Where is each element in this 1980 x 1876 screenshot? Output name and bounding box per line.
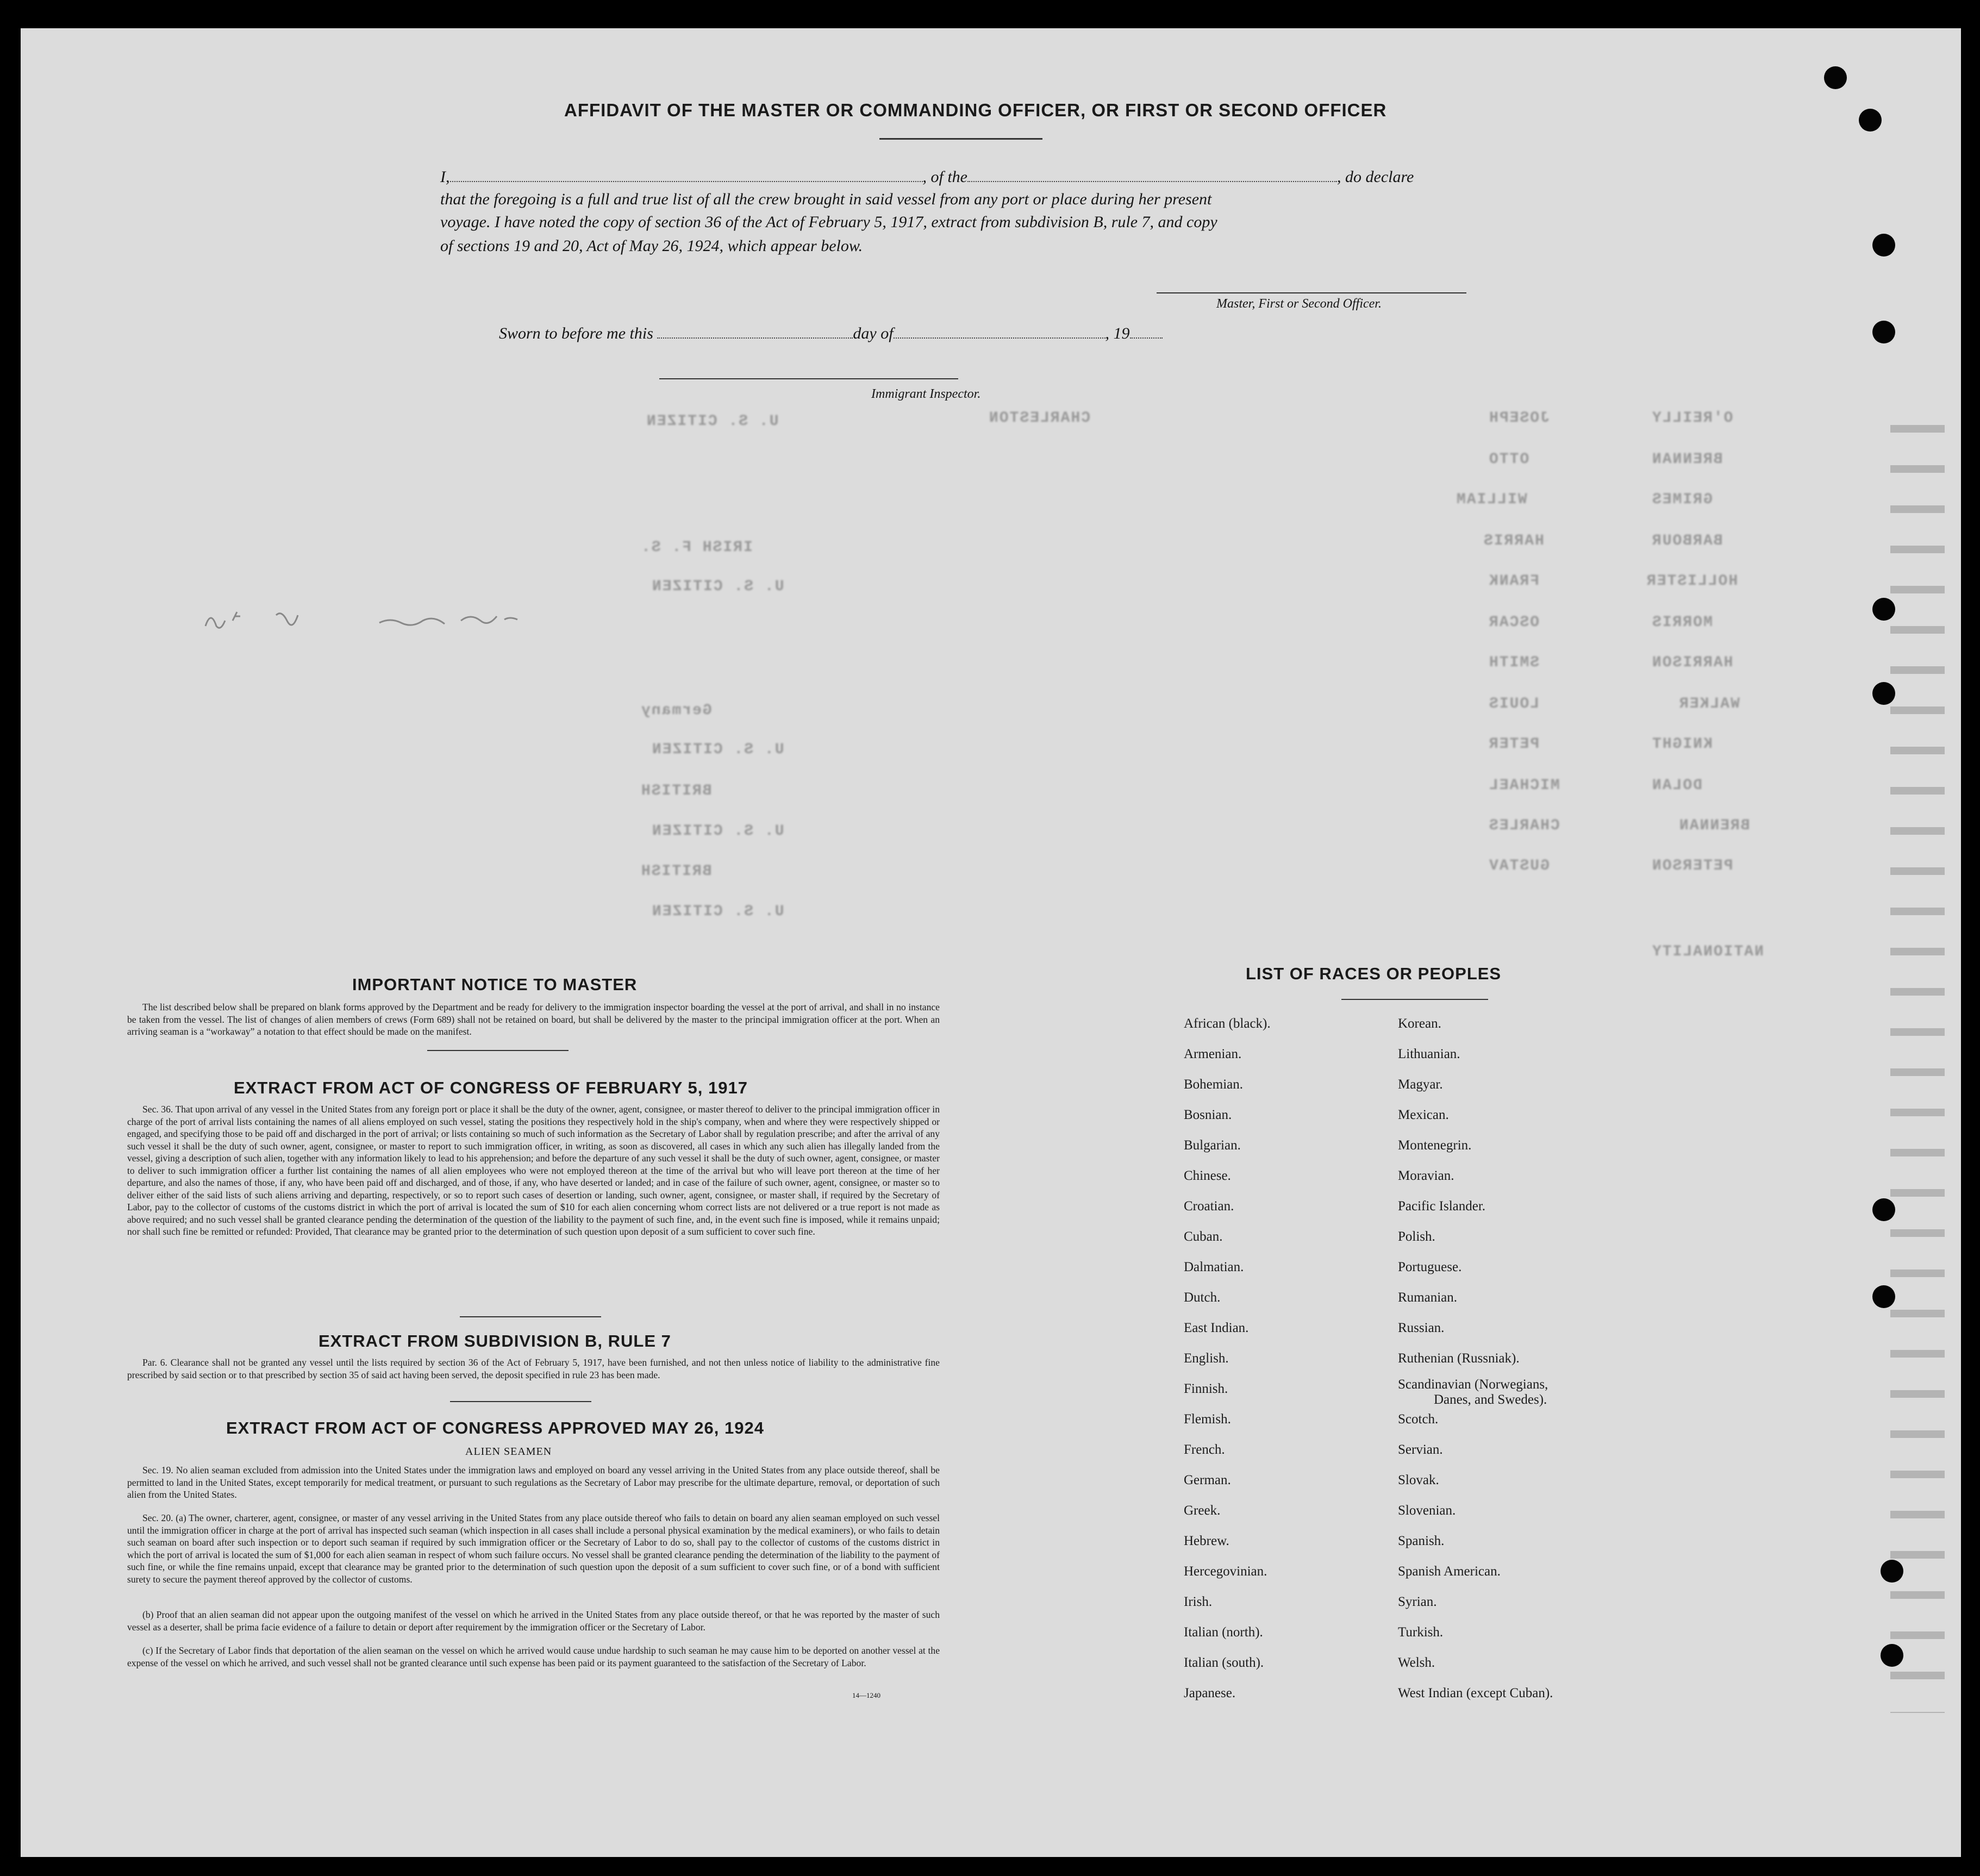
race-right: Rumanian. [1398,1290,1458,1305]
sec20a-text: Sec. 20. (a) The owner, charterer, agent, consignee, or master of any vessel arriving in the United States from any place outside thereof who fails to detain on board any alien seaman employed on such vessel until the immigration officer in charge at the port of arrival has inspected such seaman (which inspection in all cases shall include a personal physical examination by the medical examiners), or who fails to detain such seaman on board after such inspection or to deport such seaman if required by such immigration officer or the Secretary of Labor to do so, shall pay to the collector of customs of the customs district in which the port of arrival is located the sum of $1,000 for each alien seaman in respect of whom such failure occurs. No vessel shall be granted clearance pending the determination of the liability to the payment of such fine, or while the fine remains unpaid, except that clearance may be granted prior to the determination of such question upon the deposit of a sum sufficient to cover such fine, or of a bond with sufficient surety to secure the payment thereof approved by the collector of customs. [127,1512,940,1585]
sworn-day-of: day of [853,324,894,342]
sec20b-text: (b) Proof that an alien seaman did not appear upon the outgoing manifest of the vessel on which he arrived in the United States from any place outside thereof, or that he was reported by the master of such vessel as a deserter, shall be prima facie evidence of a failure to detain or deport after requirement by the immigration officer or the Secretary of Labor. [127,1609,940,1633]
race-right: Turkish. [1398,1625,1444,1640]
race-right: Scotch. [1398,1412,1439,1427]
race-left: Bulgarian. [1184,1138,1241,1153]
bleed-r12b: PETERSON [1651,858,1733,874]
bleed-r10b: DOLAN [1651,777,1703,794]
inspector-signature-line [659,378,958,379]
bleed-left-6: BRITISH [640,783,712,799]
binder-hole [1881,1644,1903,1667]
form-page [21,28,1961,1857]
race-right: Syrian. [1398,1594,1437,1609]
race-right: Servian. [1398,1442,1443,1457]
race-left: Cuban. [1184,1229,1223,1244]
race-left: Bohemian. [1184,1077,1244,1092]
race-right: Spanish. [1398,1534,1445,1548]
extract-1917-text: Sec. 36. That upon arrival of any vessel in the United States from any foreign port or place it shall be the duty of the owner, agent, consignee, or master thereof to deliver to the principal immigration officer in charge of the port of arrival lists containing the names of all aliens employed on such vessel, stating the positions they respectively hold in the ship's company, when and where they were respectively shipped or engaged, and specifying those to be paid off and discharged in the port of arrival; or lists containing so much of such information as the Secretary of Labor shall by regulation prescribe; and after the arrival of any such vessel it shall be the duty of such owner, agent, consignee, or master to report to such immigration officer, in writing, as soon as discovered, all cases in which any such alien has illegally landed from the vessel, giving a description of such alien, together with any information likely to lead to his apprehension; and before the departure of any such vessel it shall be the duty of such owner, agent, consignee, or master to deliver to such immigration officer a further list containing the names of all alien employees who were not employed thereon at the time of the arrival but who will leave port thereon at the time of her departure, and also the names of those, if any, who have been paid off and discharged, and of those, if any, who have deserted or landed; and in case of the failure of such owner, agent, consignee, or master so to deliver either of the said lists of such aliens arriving and departing, respectively, or so to report such cases of desertion or landing, such owner, agent, consignee, or master shall, if required by the Secretary of Labor, pay to the collector of customs of the customs district in which the port of arrival is located the sum of $10 for each alien concerning whom correct lists are not delivered or a true report is not made as above required; and no such vessel shall be granted clearance pending the determination of the question of the liability to the payment of such fine, and, in the event such fine is imposed, while it remains unpaid; nor shall such fine be remitted or refunded: Provided, That clearance may be granted prior to the determination of such question upon deposit of a sum sufficient to cover such fine. [127,1104,940,1237]
binder-hole [1881,1560,1903,1583]
bleed-left-4: Germany [640,702,712,719]
bleed-left-9: U. S. CITIZEN [651,903,784,920]
form-number: 14—1240 [852,1691,880,1699]
binder-hole [1872,598,1895,621]
race-left: Japanese. [1184,1686,1236,1700]
rule7-rule [450,1401,591,1402]
bleed-r1b: O'REILLY [1651,410,1733,427]
affidavit-title: AFFIDAVIT OF THE MASTER OR COMMANDING OFFICER, OR FIRST OR SECOND OFFICER [564,100,1387,120]
race-left: East Indian. [1184,1321,1249,1335]
binder-hole [1859,109,1882,132]
bleed-r7b: HARRISON [1651,654,1733,671]
race-left: Greek. [1184,1503,1221,1518]
bleed-r2b: BRENNAN [1651,451,1723,468]
bleed-side-stamp: NATIONALITY [1651,943,1764,960]
race-right: Magyar. [1398,1077,1443,1092]
binder-hole [1872,682,1895,705]
race-left: Armenian. [1184,1047,1242,1061]
race-left: Hercegovinian. [1184,1564,1267,1579]
rule7-text: Par. 6. Clearance shall not be granted any vessel until the lists required by section 36 of the Act of February 5, 1917, have been furnished, and not then unless notice of liability to the administrative fine prescribed by said section or to that prescribed by section 35 of said act having been served, the deposit specified in rule 23 has been made. [127,1357,940,1380]
affidavit-line3: voyage. I have noted the copy of section 36 of the Act of February 5, 1917, extract from subdivision B, rule 7, and copy [440,213,1217,231]
bleed-left-7: U. S. CITIZEN [651,823,784,840]
sworn-label: Sworn to before me this [499,324,653,342]
affidavit-declare: , do declare [1337,168,1414,186]
binder-hole [1872,234,1895,257]
title-underline [879,138,1042,140]
bleed-left-8: BRITISH [640,863,712,880]
race-right: Scandinavian (Norwegians, [1398,1377,1548,1392]
race-left: German. [1184,1473,1231,1487]
race-right-cont: Danes, and Swedes). [1434,1392,1547,1407]
affidavit-of-the: , of the [922,168,967,186]
race-left: Dutch. [1184,1290,1221,1305]
bleed-r12a: GUSTAV [1488,858,1550,874]
bleed-r9a: PETER [1488,736,1540,753]
bleed-r10a: MICHAEL [1488,777,1560,794]
race-left: Hebrew. [1184,1534,1229,1548]
race-right: Welsh. [1398,1655,1435,1670]
sworn-line [499,324,1163,343]
race-right: Lithuanian. [1398,1047,1460,1061]
race-right: Slovak. [1398,1473,1439,1487]
bleed-r6a: OSCAR [1488,614,1540,631]
binder-hole [1824,66,1847,89]
race-left: Chinese. [1184,1168,1231,1183]
inspector-caption: Immigrant Inspector. [871,387,981,401]
race-right: Moravian. [1398,1168,1454,1183]
notice-rule [427,1050,569,1051]
race-right: Slovenian. [1398,1503,1456,1518]
binder-hole [1872,1285,1895,1308]
race-right: West Indian (except Cuban). [1398,1686,1553,1700]
race-left: Finnish. [1184,1381,1228,1396]
race-right: Ruthenian (Russniak). [1398,1351,1520,1366]
sworn-year-blank [1130,337,1163,339]
race-right: Pacific Islander. [1398,1199,1486,1214]
race-right: Russian. [1398,1321,1445,1335]
affidavit-line2: that the foregoing is a full and true list of all the crew brought in said vessel from any port or place during her present [440,190,1212,208]
bleed-r3b: GRIMES [1651,491,1713,508]
binder-hole [1872,321,1895,343]
race-right: Portuguese. [1398,1260,1462,1274]
bleed-r2a: OTTO [1488,451,1529,468]
bleed-r5b: HOLLISTER [1646,573,1738,590]
race-left: English. [1184,1351,1229,1366]
sworn-month-blank [894,337,1105,339]
race-left: Croatian. [1184,1199,1234,1214]
race-right: Montenegrin. [1398,1138,1472,1153]
affidavit-line4: of sections 19 and 20, Act of May 26, 1924, which appear below. [440,237,863,255]
race-left: Italian (south). [1184,1655,1264,1670]
binder-hole [1872,1198,1895,1221]
sworn-day-blank [657,337,853,339]
race-right: Spanish American. [1398,1564,1501,1579]
bleed-left-5: U. S. CITIZEN [651,741,784,758]
race-left: African (black). [1184,1016,1271,1031]
bleed-r4b: BARBOUR [1651,533,1723,549]
bleed-left-3: U. S. CITIZEN [651,578,784,595]
bleed-r1a: JOSEPH [1488,410,1550,427]
master-signature-line [1157,292,1466,293]
race-right: Korean. [1398,1016,1441,1031]
sec20c-text: (c) If the Secretary of Labor finds that deportation of the alien seaman on the vessel on which he arrived would cause undue hardship to such seaman he may cause him to be deported on another vessel at the expense of the vessel on which he arrived, and such vessel shall not be granted clearance until such expense has been paid or its payment guaranteed to the satisfaction of the Secretary of Labor. [127,1645,940,1668]
race-left: Italian (north). [1184,1625,1263,1640]
rule7-title: EXTRACT FROM SUBDIVISION B, RULE 7 [318,1331,671,1350]
important-notice-title: IMPORTANT NOTICE TO MASTER [352,975,638,994]
race-left: Irish. [1184,1594,1213,1609]
bleed-r8b: WALKER [1678,696,1740,712]
bleed-r8a: LOUIS [1488,696,1540,712]
bleed-r4a: HARRIS [1483,533,1544,549]
bleed-r5a: FRANK [1488,573,1540,590]
sec19-text: Sec. 19. No alien seaman excluded from admission into the United States under the immigration laws and employed on board any vessel arriving in the United States from any place outside thereof, shall be permitted to land in the United States, except temporarily for medical treatment, or pursuant to such regulations as the Secretary of Labor may prescribe for the ultimate departure, removal, or deportation of such alien from the United States. [127,1465,940,1500]
important-notice-text: The list described below shall be prepared on blank forms approved by the Department and be ready for delivery to the immigration inspector boarding the vessel at the port of arrival, and shall in no instance be taken from the vessel. The list of changes of alien members of crews (Form 689) shall not be retained on board, but shall be delivered by the master to the principal immigration officer at the port. When an arriving seaman is a “workaway” a notation to that effect should be made on the manifest. [127,1002,940,1037]
master-caption: Master, First or Second Officer. [1216,297,1382,311]
bleed-left-2: IRISH F. S. [640,539,753,556]
handwritten-scribble [200,604,608,637]
bleed-mid-1: CHARLESTON [988,410,1091,427]
bleed-r11a: CHARLES [1488,817,1560,834]
vessel-blank [967,181,1337,182]
affidavit-line1 [440,168,1538,186]
bleed-r7a: SMITH [1488,654,1540,671]
race-left: Flemish. [1184,1412,1231,1427]
affidavit-i: I, [440,168,450,186]
bleed-r6b: MORRIS [1651,614,1713,631]
race-left: French. [1184,1442,1225,1457]
race-left: Bosnian. [1184,1108,1232,1122]
bleed-r9b: KNIGHT [1651,736,1713,753]
races-rule [1341,999,1488,1000]
extract-1917-title: EXTRACT FROM ACT OF CONGRESS OF FEBRUARY 5, 1917 [234,1078,748,1097]
race-right: Polish. [1398,1229,1435,1244]
alien-seamen-subtitle: ALIEN SEAMEN [465,1446,552,1458]
races-title: LIST OF RACES OR PEOPLES [1246,964,1502,983]
extract-1917-rule [460,1316,601,1317]
right-edge-marks [1890,409,1945,1713]
bleed-r11b: BRENNAN [1678,817,1750,834]
name-blank [450,181,923,182]
extract-1924-title: EXTRACT FROM ACT OF CONGRESS APPROVED MAY 26, 1924 [226,1418,764,1437]
bleed-r3a: WILLIAM [1456,491,1527,508]
bleed-left-1: U. S. CITIZEN [646,413,779,430]
race-left: Dalmatian. [1184,1260,1244,1274]
race-right: Mexican. [1398,1108,1449,1122]
sworn-year: , 19 [1105,324,1130,342]
